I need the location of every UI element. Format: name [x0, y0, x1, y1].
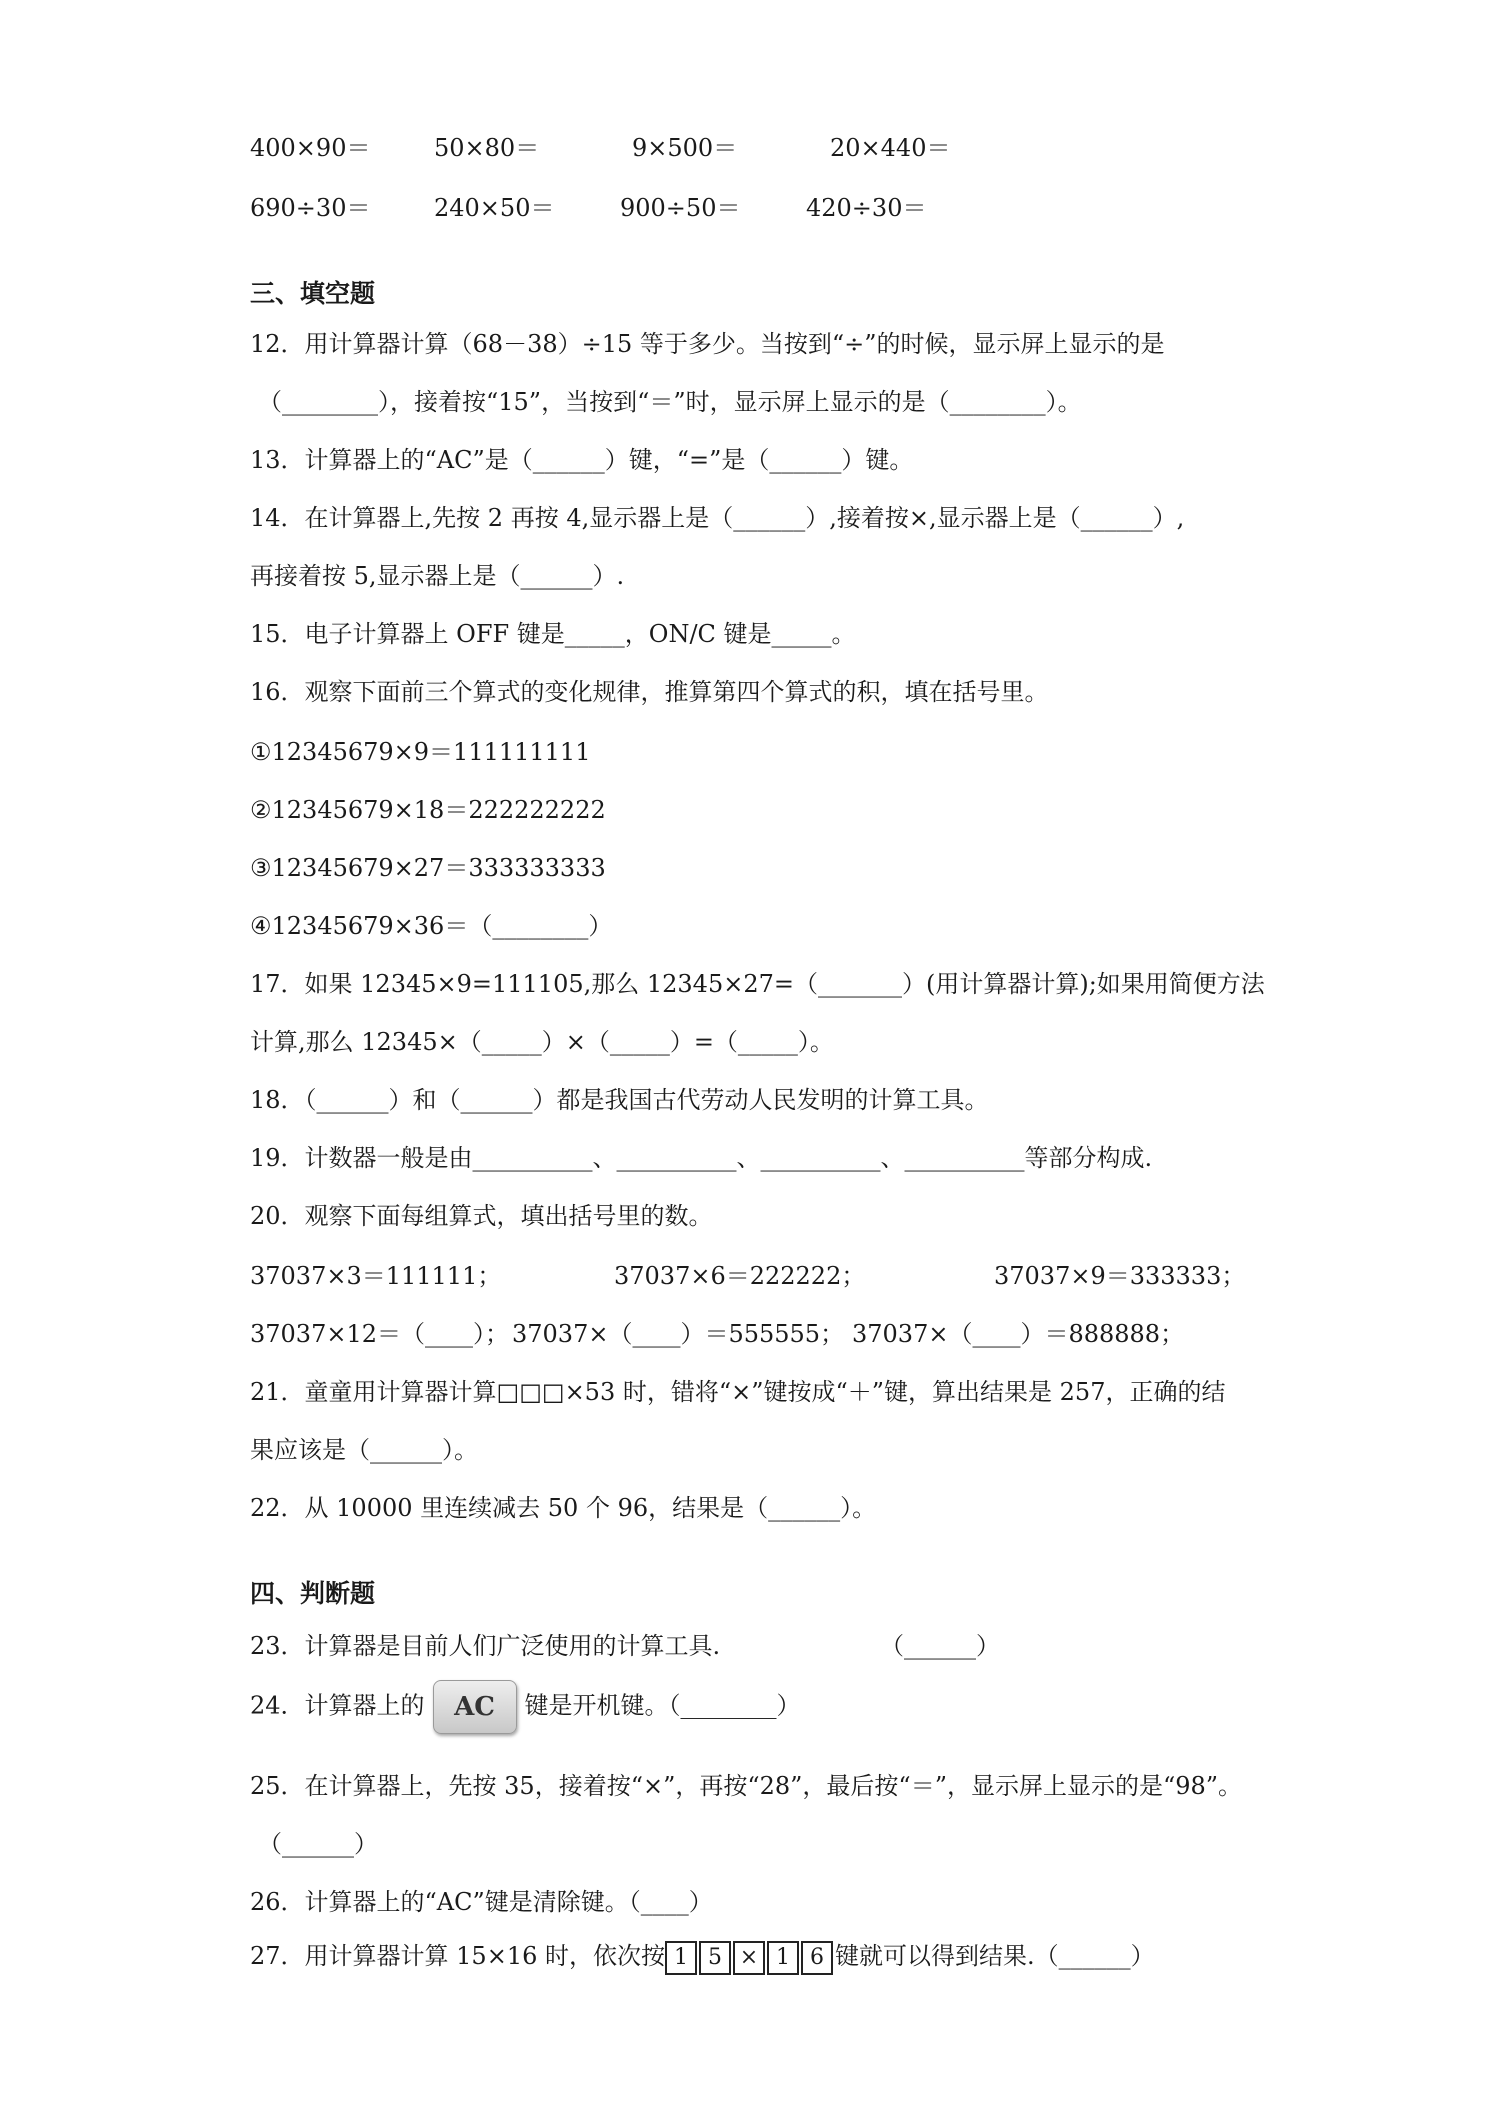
q19: 19．计数器一般是由__________、__________、__________、__________等部分构成. — [250, 1144, 1153, 1172]
q14-line1: 14．在计算器上,先按 2 再按 4,显示器上是（______）,接着按×,显示器上是（______）, — [250, 504, 1185, 532]
q16-equation-2: ②12345679×18＝222222222 — [250, 796, 606, 824]
q17-line1: 17．如果 12345×9=111105,那么 12345×27=（_______）(用计算器计算);如果用简便方法 — [250, 970, 1265, 998]
q20-equation: 37037×12＝（____）； — [250, 1320, 509, 1348]
q15: 15．电子计算器上 OFF 键是_____，ON/C 键是_____。 — [250, 620, 856, 648]
calculator-key-multiply: × — [733, 1941, 765, 1975]
q21-line2: 果应该是（______）。 — [250, 1436, 478, 1464]
q13: 13．计算器上的“AC”是（______）键，“=”是（______）键。 — [250, 446, 914, 474]
q23-text: 23．计算器是目前人们广泛使用的计算工具. — [250, 1632, 721, 1660]
calc-item: 690÷30＝ — [250, 194, 371, 222]
q21-line1: 21．童童用计算器计算□□□×53 时，错将“×”键按成“＋”键，算出结果是 257，正确的结 — [250, 1378, 1226, 1406]
q16-equation-4: ④12345679×36＝（________） — [250, 912, 613, 940]
q20-row2 — [250, 1314, 1240, 1346]
q25-line2: （______） — [258, 1830, 378, 1858]
calc-item: 50×80＝ — [434, 134, 540, 162]
q25-line1: 25．在计算器上，先按 35，接着按“×”，再按“28”，最后按“＝”，显示屏上显示的是“98”。 — [250, 1772, 1243, 1800]
calc-item: 240×50＝ — [434, 194, 555, 222]
q20-equation: 37037×3＝111111； — [250, 1262, 502, 1290]
q27-text-before: 27．用计算器计算 15×16 时，依次按 — [250, 1942, 665, 1970]
calc-item: 400×90＝ — [250, 134, 371, 162]
calculator-key: 1 — [767, 1941, 799, 1975]
q12-line1: 12．用计算器计算（68－38）÷15 等于多少。当按到“÷”的时候，显示屏上显示的是 — [250, 330, 1165, 358]
calculator-key: 6 — [801, 1941, 833, 1975]
q26: 26．计算器上的“AC”键是清除键。（____） — [250, 1888, 713, 1916]
q17-line2: 计算,那么 12345×（_____）×（_____）=（_____）。 — [250, 1028, 834, 1056]
q24-text-after: 键是开机键。（________） — [524, 1691, 801, 1720]
calc-item: 20×440＝ — [830, 134, 951, 162]
q20-equation: 37037×9＝333333； — [994, 1262, 1246, 1290]
q20-row1 — [250, 1256, 1246, 1290]
q16: 16．观察下面前三个算式的变化规律，推算第四个算式的积，填在括号里。 — [250, 678, 1049, 706]
calc-item: 9×500＝ — [632, 134, 738, 162]
ac-key-icon: AC — [433, 1680, 517, 1734]
q12-line2: （________），接着按“15”，当按到“＝”时，显示屏上显示的是（________）。 — [258, 388, 1082, 416]
q18: 18．（______）和（______）都是我国古代劳动人民发明的计算工具。 — [250, 1086, 989, 1114]
q14-line2: 再接着按 5,显示器上是（______）. — [250, 562, 625, 590]
q23-blank: （______） — [880, 1632, 1000, 1660]
q24 — [250, 1680, 801, 1734]
q20-equation: 37037×6＝222222； — [614, 1262, 866, 1290]
q20-equation: 37037×（____）＝888888； — [852, 1320, 1185, 1348]
q23 — [250, 1626, 1240, 1658]
calc-item: 900÷50＝ — [620, 194, 741, 222]
q27-text-after: 键就可以得到结果.（______） — [834, 1942, 1155, 1970]
q20: 20．观察下面每组算式，填出括号里的数。 — [250, 1202, 713, 1230]
section4-title: 四、判断题 — [250, 1579, 376, 1608]
calculator-key: 5 — [699, 1941, 731, 1975]
calc-item: 420÷30＝ — [806, 194, 927, 222]
q16-equation-1: ①12345679×9＝111111111 — [250, 738, 591, 766]
calculator-key: 1 — [665, 1941, 697, 1975]
section3-title: 三、填空题 — [250, 279, 376, 308]
q27 — [250, 1936, 1155, 1975]
q16-equation-3: ③12345679×27＝333333333 — [250, 854, 606, 882]
q20-equation: 37037×（____）＝555555； — [512, 1320, 845, 1348]
q24-text-before: 24．计算器上的 — [250, 1691, 425, 1720]
q22: 22．从 10000 里连续减去 50 个 96，结果是（______）。 — [250, 1494, 877, 1522]
